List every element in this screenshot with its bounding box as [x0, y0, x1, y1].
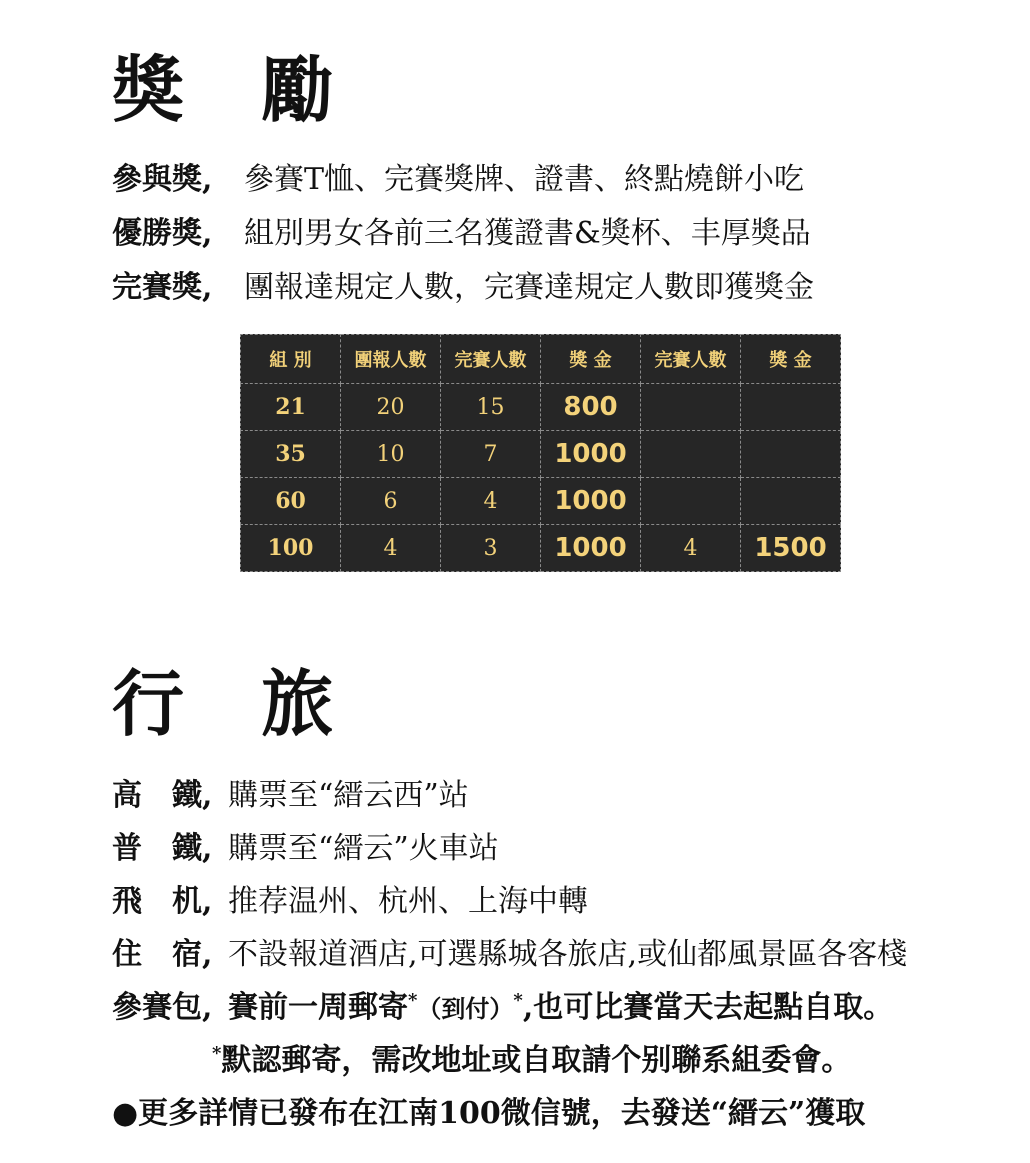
table-header-row [241, 335, 841, 384]
travel-row-rail [112, 831, 499, 867]
table-cell: 4 [641, 525, 741, 572]
pack-text: ,也可比賽當天去起點自取。 [522, 990, 894, 1025]
table-cell: 15 [441, 384, 541, 431]
table-cell: 800 [541, 384, 641, 431]
travel-text: 不設報道酒店,可選縣城各旅店,或仙都風景區各客棧 [228, 937, 908, 972]
table-cell [741, 478, 841, 525]
pack-text: 賽前一周郵寄 [228, 990, 408, 1025]
table-cell: 20 [341, 384, 441, 431]
table-cell: 4 [441, 478, 541, 525]
table-row [241, 478, 841, 525]
table-cell: 1500 [741, 525, 841, 572]
footnote-star: * [212, 1043, 222, 1064]
table-cell: 1000 [541, 525, 641, 572]
table-row [241, 525, 841, 572]
award-text: 參賽T恤、完賽獎牌、證書、終點燒餅小吃 [244, 162, 805, 197]
pack-note [212, 1043, 851, 1079]
footnote-star: * [513, 990, 523, 1011]
more-info: ●更多詳情已發布在江南100微信號，去發送“縉云”獲取 [112, 1096, 866, 1131]
table-cell: 60 [241, 478, 341, 525]
award-row-finisher [112, 270, 814, 306]
table-cell [641, 431, 741, 478]
travel-row-pack [112, 990, 893, 1026]
prize-table [240, 334, 841, 572]
awards-heading: 獎 勵 [112, 47, 360, 132]
table-cell: 1000 [541, 478, 641, 525]
table-row [241, 431, 841, 478]
travel-row-lodging [112, 937, 907, 973]
travel-text: 購票至“縉云西”站 [228, 778, 469, 813]
travel-label: 高 鐵, [112, 778, 213, 813]
award-text: 團報達規定人數，完賽達規定人數即獲獎金 [244, 270, 814, 305]
travel-label: 參賽包, [112, 990, 213, 1025]
travel-label: 住 宿, [112, 937, 213, 972]
pack-cod: （到付） [417, 994, 514, 1023]
table-cell: 3 [441, 525, 541, 572]
header-cell: 完賽人數 [441, 335, 541, 384]
header-cell: 組 別 [241, 335, 341, 384]
table-cell: 21 [241, 384, 341, 431]
table-cell: 4 [341, 525, 441, 572]
table-cell: 100 [241, 525, 341, 572]
award-label: 完賽獎, [112, 270, 213, 305]
table-cell: 1000 [541, 431, 641, 478]
travel-label: 飛 机, [112, 884, 213, 919]
award-row-winner [112, 216, 811, 252]
award-text: 組別男女各前三名獲證書&獎杯、丰厚獎品 [244, 216, 811, 251]
table-cell: 6 [341, 478, 441, 525]
header-cell: 獎 金 [541, 335, 641, 384]
award-label: 優勝獎, [112, 216, 213, 251]
table-cell [741, 431, 841, 478]
table-cell [641, 384, 741, 431]
table-cell [741, 384, 841, 431]
pack-note-text: 默認郵寄，需改地址或自取請个别聯系組委會。 [221, 1043, 852, 1078]
table-cell: 35 [241, 431, 341, 478]
header-cell: 完賽人數 [641, 335, 741, 384]
header-cell: 獎 金 [741, 335, 841, 384]
table-cell: 7 [441, 431, 541, 478]
travel-row-flight [112, 884, 588, 920]
travel-text: 購票至“縉云”火車站 [228, 831, 499, 866]
table-cell [641, 478, 741, 525]
award-row-participation [112, 162, 804, 198]
footnote-star: * [408, 990, 418, 1011]
travel-row-hsr [112, 778, 469, 814]
travel-text: 推荐温州、杭州、上海中轉 [228, 884, 588, 919]
award-label: 參與獎, [112, 162, 213, 197]
travel-heading: 行 旅 [112, 661, 360, 746]
table-cell: 10 [341, 431, 441, 478]
table-row [241, 384, 841, 431]
travel-label: 普 鐵, [112, 831, 213, 866]
header-cell: 團報人數 [341, 335, 441, 384]
